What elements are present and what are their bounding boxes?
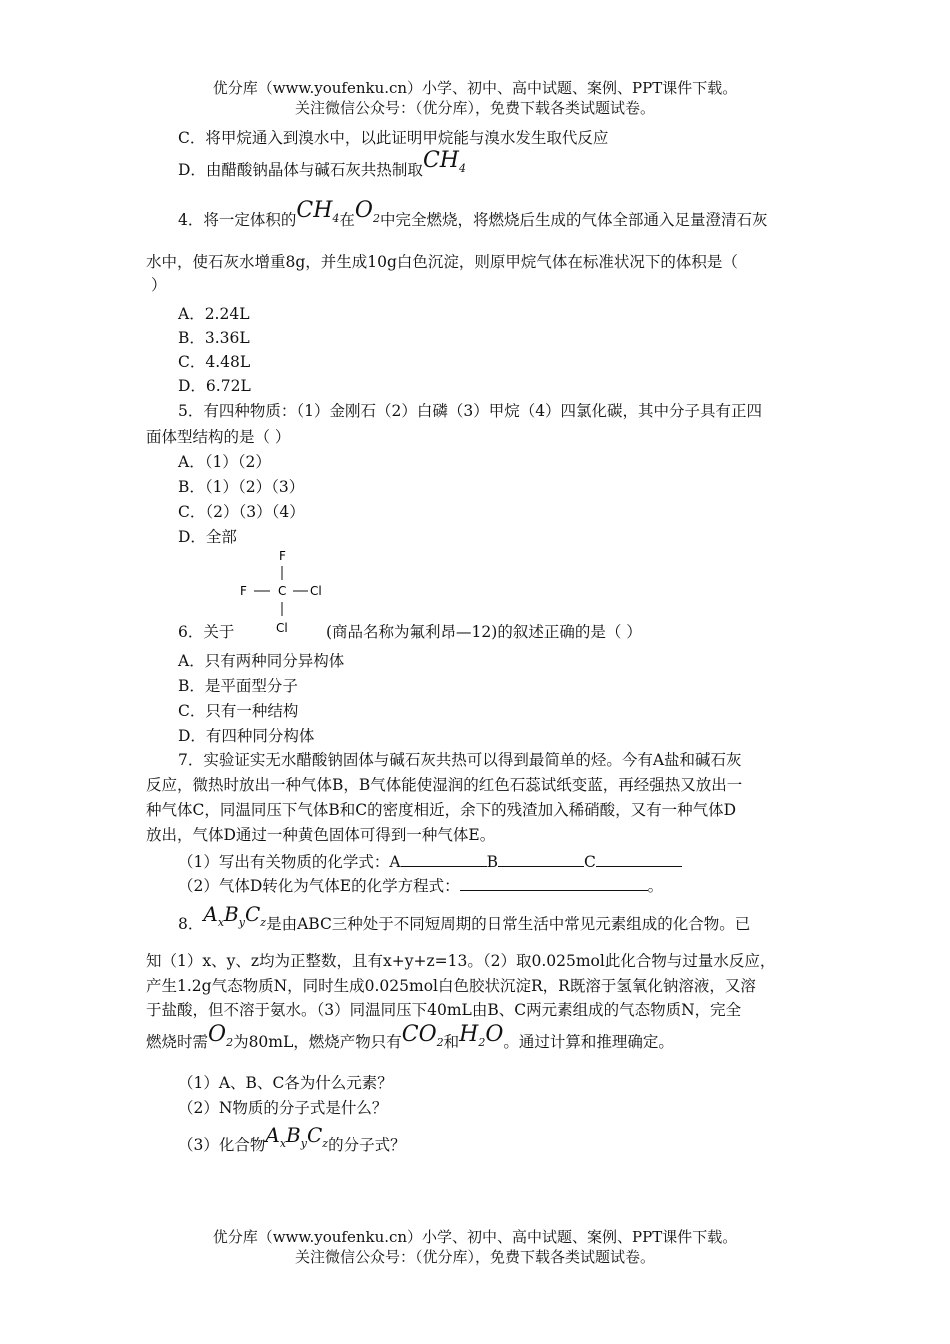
q7-blank-b[interactable] (498, 850, 584, 867)
q4-option-c: C．4.48L (178, 353, 251, 371)
q7-blank-a[interactable] (401, 850, 487, 867)
q8-formula-o2: $O_2$ (208, 1022, 234, 1049)
q8-subquestion-2: （2）N物质的分子式是什么？ (178, 1099, 388, 1117)
q8-formula-axbycz-2: $A_xB_yC_z$ (265, 1123, 329, 1150)
q8-formula-h2o: $H_2O$ (459, 1022, 504, 1049)
q7-stem-line-2: 反应，微热时放出一种气体B，B气体能使湿润的红色石蕊试纸变蓝，再经强热又放出一 (146, 776, 743, 794)
footer-line-2: 关注微信公众号：（优分库），免费下载各类试题试卷。 (294, 1248, 655, 1266)
freon-12-structure-diagram (236, 546, 332, 638)
q8-stem-line-5: 燃烧时需$O_2$为80mL，燃烧产物只有$CO_2$和$H_2O$。通过计算和推理确定。 (146, 1022, 674, 1051)
q4-stem-line-3: ） (151, 276, 167, 294)
structure-atom-left-f: F (240, 584, 247, 598)
q8-subquestion-1: （1）A、B、C各为什么元素？ (178, 1074, 393, 1092)
q8-stem-line-2: 知（1）x、y、z均为正整数，且有x+y+z=13。（2）取0.025mol此化合物与过量水反应， (146, 952, 776, 970)
header-line-2: 关注微信公众号：（优分库），免费下载各类试题试卷。 (294, 99, 655, 117)
q7-subquestion-1: （1）写出有关物质的化学式：A B C (178, 850, 682, 873)
q4-formula-ch4: $CH_4$ (296, 198, 340, 225)
q7-stem-line-3: 种气体C，同温同压下气体B和C的密度相近，余下的残渣加入稀硝酸，又有一种气体D (146, 801, 737, 819)
q7-subquestion-2: （2）气体D转化为气体E的化学方程式： 。 (178, 874, 663, 897)
q5-option-b: B．（1）（2）（3） (178, 478, 305, 496)
q4-option-b: B．3.36L (178, 329, 250, 347)
q4-formula-o2: $O_2$ (354, 198, 380, 225)
q6-option-b: B．是平面型分子 (178, 677, 298, 695)
q6-option-a: A．只有两种同分异构体 (178, 652, 345, 670)
page-footer (0, 1227, 950, 1267)
q6-stem-suffix: (商品名称为氟利昂—12)的叙述正确的是（ ） (326, 623, 642, 641)
q8-subquestion-3: （3）化合物$A_xB_yC_z$的分子式？ (178, 1123, 406, 1154)
q8-formula-co2: $CO_2$ (401, 1022, 444, 1049)
q4-option-a: A．2.24L (178, 305, 250, 323)
structure-atom-right-cl: Cl (310, 584, 322, 598)
q7-blank-c[interactable] (596, 850, 682, 867)
q5-option-a: A．（1）（2） (178, 453, 271, 471)
q5-option-d: D．全部 (178, 528, 237, 546)
q6-stem-prefix: 6．关于 (178, 623, 235, 641)
structure-atom-top-f: F (279, 549, 286, 563)
footer-line-1: 优分库（www.youfenku.cn）小学、初中、高中试题、案例、PPT课件下载。 (212, 1228, 738, 1246)
page-header (0, 78, 950, 118)
q8-stem-line-4: 于盐酸，但不溶于氨水。（3）同温同压下40mL由B、C两元素组成的气态物质N，完全 (146, 1001, 742, 1019)
q3-option-d (178, 148, 466, 183)
q8-stem-line-3: 产生1.2g气态物质N，同时生成0.025mol白色胶状沉淀R，R既溶于氢氧化钠溶液，又溶 (146, 977, 756, 995)
q7-blank-equation[interactable] (460, 874, 648, 891)
header-line-1: 优分库（www.youfenku.cn）小学、初中、高中试题、案例、PPT课件下载。 (212, 79, 738, 97)
q7-stem-line-4: 放出，气体D通过一种黄色固体可得到一种气体E。 (146, 826, 496, 844)
structure-atom-center-c: C (278, 584, 287, 598)
q8-stem-line-1: 8．$A_xB_yC_z$是由ABC三种处于不同短周期的日常生活中常见元素组成的化合物。已 (178, 902, 751, 933)
q3-option-c: C．将甲烷通入到溴水中，以此证明甲烷能与溴水发生取代反应 (178, 129, 609, 147)
q6-option-d: D．有四种同分构体 (178, 727, 315, 745)
q3-formula-ch4: $CH_4$ (422, 148, 466, 175)
q5-option-c: C．（2）（3）（4） (178, 503, 305, 521)
q8-formula-axbycz: $A_xB_yC_z$ (203, 902, 267, 929)
q5-stem-line-1: 5．有四种物质：（1）金刚石（2）白磷（3）甲烷（4）四氯化碳，其中分子具有正四 (178, 402, 763, 420)
q7-stem-line-1: 7．实验证实无水醋酸钠固体与碱石灰共热可以得到最简单的烃。今有A盐和碱石灰 (178, 751, 742, 769)
q4-stem-line-2: 水中，使石灰水增重8g，并生成10g白色沉淀，则原甲烷气体在标准状况下的体积是（ (146, 253, 738, 271)
q5-stem-line-2: 面体型结构的是（ ） (146, 428, 291, 446)
structure-atom-bottom-cl: Cl (276, 621, 288, 635)
q4-stem-line-1: 4．将一定体积的$CH_4$在$O_2$中完全燃烧，将燃烧后生成的气体全部通入足量澄清石灰 (178, 198, 768, 229)
q4-option-d: D．6.72L (178, 377, 251, 395)
q3-option-d-text: D．由醋酸钠晶体与碱石灰共热制取 (178, 161, 423, 179)
q6-option-c: C．只有一种结构 (178, 702, 299, 720)
